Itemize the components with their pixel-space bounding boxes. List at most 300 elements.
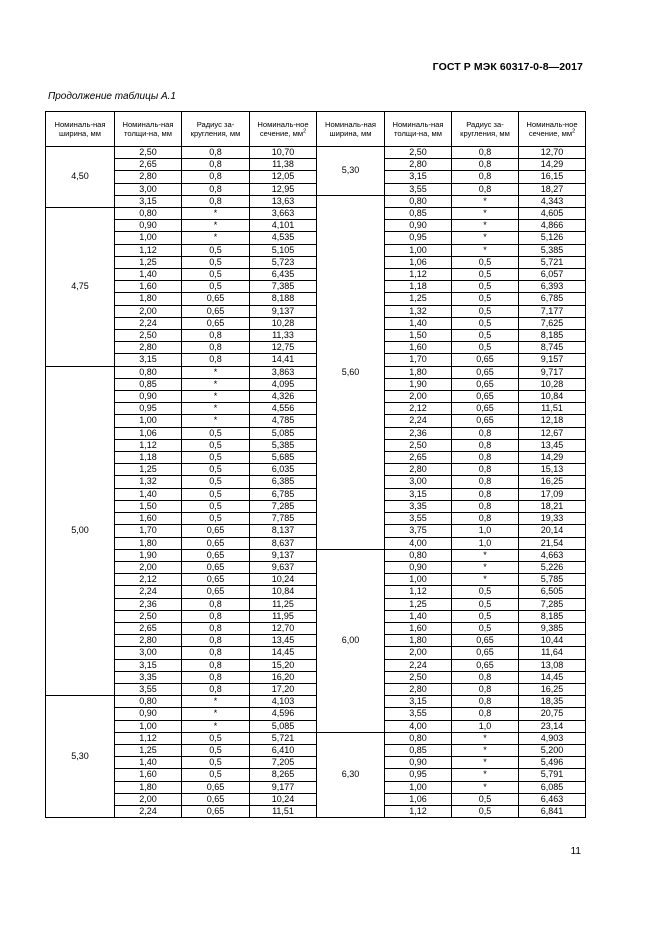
nominal-thickness-cell: 0,80	[385, 549, 452, 561]
nominal-area-cell: 8,185	[519, 330, 586, 342]
table-row	[46, 708, 586, 720]
nominal-area-cell: 11,51	[250, 805, 317, 817]
nominal-thickness-cell: 2,50	[115, 147, 182, 159]
nominal-thickness-cell: 3,00	[385, 476, 452, 488]
nominal-area-cell: 4,095	[250, 378, 317, 390]
corner-radius-cell: 0,5	[452, 342, 519, 354]
nominal-area-cell: 6,057	[519, 269, 586, 281]
nominal-thickness-cell: 1,60	[115, 769, 182, 781]
nominal-thickness-cell: 1,12	[385, 805, 452, 817]
nominal-thickness-cell: 2,65	[385, 452, 452, 464]
nominal-thickness-cell: 1,70	[385, 354, 452, 366]
nominal-thickness-cell: 0,90	[385, 561, 452, 573]
nominal-area-cell: 12,75	[250, 342, 317, 354]
table-row	[46, 183, 586, 195]
nominal-area-cell: 5,126	[519, 232, 586, 244]
nominal-thickness-cell: 0,85	[385, 208, 452, 220]
corner-radius-cell: *	[452, 195, 519, 207]
nominal-thickness-cell: 2,00	[115, 305, 182, 317]
nominal-thickness-cell: 2,12	[115, 574, 182, 586]
nominal-thickness-cell: 2,24	[115, 805, 182, 817]
nominal-thickness-cell: 1,00	[115, 720, 182, 732]
nominal-thickness-cell: 2,36	[385, 427, 452, 439]
corner-radius-cell: *	[452, 220, 519, 232]
nominal-area-cell: 12,67	[519, 427, 586, 439]
table-row	[46, 195, 586, 207]
nominal-thickness-cell: 1,80	[115, 293, 182, 305]
nominal-thickness-cell: 1,32	[385, 305, 452, 317]
nominal-area-cell: 4,785	[250, 415, 317, 427]
table-row	[46, 317, 586, 329]
nominal-area-cell: 20,14	[519, 525, 586, 537]
corner-radius-cell: 0,8	[182, 330, 250, 342]
corner-radius-cell: 0,5	[182, 513, 250, 525]
nominal-area-cell: 5,385	[519, 244, 586, 256]
table-caption: Продолжение таблицы А.1	[48, 91, 176, 102]
table-row	[46, 159, 586, 171]
nominal-area-cell: 6,085	[519, 781, 586, 793]
nominal-width-cell: 6,30	[317, 732, 385, 817]
header-nominal-area: Номиналь-ное сечение, $мм^2$	[519, 112, 586, 147]
nominal-area-cell: 16,25	[519, 476, 586, 488]
nominal-area-cell: 6,841	[519, 805, 586, 817]
header-nominal-thickness: Номиналь-ная толщи-на, мм	[115, 112, 182, 147]
nominal-thickness-cell: 3,15	[115, 659, 182, 671]
nominal-area-cell: 21,54	[519, 537, 586, 549]
nominal-thickness-cell: 1,00	[115, 415, 182, 427]
nominal-thickness-cell: 0,85	[115, 378, 182, 390]
nominal-area-cell: 4,866	[519, 220, 586, 232]
nominal-area-cell: 12,18	[519, 415, 586, 427]
table-row	[46, 256, 586, 268]
nominal-thickness-cell: 0,90	[115, 708, 182, 720]
corner-radius-cell: 0,8	[452, 464, 519, 476]
corner-radius-cell: 0,5	[452, 256, 519, 268]
corner-radius-cell: 0,8	[452, 500, 519, 512]
nominal-area-cell: 8,188	[250, 293, 317, 305]
header-corner-radius: Радиус за-кругления, мм	[452, 112, 519, 147]
nominal-width-cell: 6,00	[317, 549, 385, 732]
nominal-thickness-cell: 1,25	[385, 598, 452, 610]
corner-radius-cell: 0,65	[452, 403, 519, 415]
table-row	[46, 696, 586, 708]
nominal-thickness-cell: 1,18	[385, 281, 452, 293]
nominal-thickness-cell: 0,90	[385, 220, 452, 232]
nominal-thickness-cell: 3,35	[385, 500, 452, 512]
nominal-area-cell: 9,137	[250, 549, 317, 561]
nominal-area-cell: 13,45	[250, 635, 317, 647]
corner-radius-cell: *	[182, 378, 250, 390]
nominal-thickness-cell: 2,80	[385, 683, 452, 695]
corner-radius-cell: *	[182, 220, 250, 232]
corner-radius-cell: 0,8	[182, 683, 250, 695]
table-row	[46, 659, 586, 671]
table-row	[46, 622, 586, 634]
corner-radius-cell: *	[182, 708, 250, 720]
nominal-thickness-cell: 1,00	[385, 244, 452, 256]
nominal-thickness-cell: 1,18	[115, 452, 182, 464]
nominal-area-cell: 11,38	[250, 159, 317, 171]
corner-radius-cell: 0,8	[182, 598, 250, 610]
nominal-area-cell: 9,157	[519, 354, 586, 366]
table-row	[46, 464, 586, 476]
table-row	[46, 720, 586, 732]
table-row	[46, 781, 586, 793]
corner-radius-cell: 0,5	[182, 452, 250, 464]
table-row	[46, 366, 586, 378]
nominal-area-cell: 14,45	[250, 647, 317, 659]
corner-radius-cell: 0,8	[182, 647, 250, 659]
corner-radius-cell: 0,5	[452, 269, 519, 281]
nominal-area-cell: 6,785	[250, 488, 317, 500]
corner-radius-cell: 0,65	[452, 366, 519, 378]
corner-radius-cell: *	[452, 769, 519, 781]
nominal-area-cell: 7,785	[250, 513, 317, 525]
nominal-area-cell: 10,24	[250, 793, 317, 805]
table-header-row	[46, 112, 586, 147]
nominal-thickness-cell: 1,00	[115, 232, 182, 244]
nominal-thickness-cell: 2,65	[115, 159, 182, 171]
corner-radius-cell: 0,5	[452, 305, 519, 317]
nominal-area-cell: 5,685	[250, 452, 317, 464]
nominal-thickness-cell: 1,32	[115, 476, 182, 488]
nominal-area-cell: 6,435	[250, 269, 317, 281]
nominal-thickness-cell: 3,75	[385, 525, 452, 537]
nominal-area-cell: 3,863	[250, 366, 317, 378]
corner-radius-cell: 0,5	[452, 281, 519, 293]
nominal-thickness-cell: 1,12	[385, 586, 452, 598]
nominal-thickness-cell: 3,35	[115, 671, 182, 683]
nominal-area-cell: 5,721	[519, 256, 586, 268]
nominal-thickness-cell: 0,90	[385, 757, 452, 769]
table-row	[46, 500, 586, 512]
nominal-thickness-cell: 0,80	[115, 696, 182, 708]
nominal-area-cell: 9,137	[250, 305, 317, 317]
nominal-area-cell: 10,84	[250, 586, 317, 598]
nominal-area-cell: 15,20	[250, 659, 317, 671]
corner-radius-cell: *	[452, 744, 519, 756]
table-row	[46, 549, 586, 561]
nominal-area-cell: 4,103	[250, 696, 317, 708]
table-row	[46, 378, 586, 390]
nominal-area-cell: 6,385	[250, 476, 317, 488]
corner-radius-cell: 0,5	[452, 622, 519, 634]
corner-radius-cell: 0,8	[182, 195, 250, 207]
nominal-thickness-cell: 2,50	[385, 439, 452, 451]
nominal-thickness-cell: 3,00	[115, 647, 182, 659]
nominal-area-cell: 4,343	[519, 195, 586, 207]
nominal-thickness-cell: 1,06	[385, 256, 452, 268]
corner-radius-cell: 0,65	[182, 574, 250, 586]
nominal-thickness-cell: 0,80	[115, 366, 182, 378]
table-row	[46, 769, 586, 781]
corner-radius-cell: 0,5	[182, 488, 250, 500]
corner-radius-cell: 0,8	[182, 635, 250, 647]
nominal-area-cell: 5,105	[250, 244, 317, 256]
nominal-thickness-cell: 2,12	[385, 403, 452, 415]
nominal-thickness-cell: 1,80	[385, 635, 452, 647]
corner-radius-cell: 0,8	[182, 171, 250, 183]
table-row	[46, 391, 586, 403]
corner-radius-cell: *	[452, 549, 519, 561]
nominal-thickness-cell: 2,80	[115, 635, 182, 647]
nominal-thickness-cell: 0,85	[385, 744, 452, 756]
nominal-thickness-cell: 0,80	[115, 208, 182, 220]
corner-radius-cell: *	[182, 720, 250, 732]
nominal-thickness-cell: 2,80	[385, 464, 452, 476]
corner-radius-cell: 0,65	[182, 549, 250, 561]
table-row	[46, 635, 586, 647]
table-row	[46, 342, 586, 354]
nominal-thickness-cell: 2,36	[115, 598, 182, 610]
nominal-area-cell: 8,637	[250, 537, 317, 549]
table-row	[46, 805, 586, 817]
nominal-width-cell: 5,00	[46, 366, 115, 695]
nominal-area-cell: 7,285	[519, 598, 586, 610]
corner-radius-cell: 0,8	[452, 159, 519, 171]
corner-radius-cell: 0,5	[182, 464, 250, 476]
nominal-area-cell: 13,08	[519, 659, 586, 671]
corner-radius-cell: 0,65	[452, 354, 519, 366]
nominal-area-cell: 10,70	[250, 147, 317, 159]
nominal-area-cell: 4,605	[519, 208, 586, 220]
nominal-area-cell: 5,085	[250, 427, 317, 439]
corner-radius-cell: *	[452, 561, 519, 573]
nominal-thickness-cell: 3,15	[385, 488, 452, 500]
corner-radius-cell: 0,8	[182, 342, 250, 354]
page-number: 11	[570, 846, 581, 857]
nominal-area-cell: 19,33	[519, 513, 586, 525]
corner-radius-cell: 0,65	[182, 781, 250, 793]
nominal-area-cell: 5,385	[250, 439, 317, 451]
nominal-area-cell: 3,663	[250, 208, 317, 220]
corner-radius-cell: 0,5	[452, 598, 519, 610]
corner-radius-cell: 0,8	[452, 696, 519, 708]
nominal-thickness-cell: 1,80	[115, 537, 182, 549]
corner-radius-cell: 0,8	[452, 427, 519, 439]
nominal-area-cell: 4,326	[250, 391, 317, 403]
nominal-thickness-cell: 2,24	[115, 317, 182, 329]
nominal-area-cell: 12,70	[250, 622, 317, 634]
table-row	[46, 220, 586, 232]
nominal-thickness-cell: 1,12	[115, 244, 182, 256]
nominal-thickness-cell: 1,25	[115, 256, 182, 268]
nominal-thickness-cell: 1,25	[115, 464, 182, 476]
corner-radius-cell: *	[182, 696, 250, 708]
nominal-area-cell: 7,285	[250, 500, 317, 512]
table-row	[46, 757, 586, 769]
nominal-thickness-cell: 0,90	[115, 220, 182, 232]
corner-radius-cell: 0,5	[182, 732, 250, 744]
corner-radius-cell: 0,65	[182, 561, 250, 573]
table-row	[46, 732, 586, 744]
header-nominal-area: Номиналь-ное сечение, $мм^2$	[250, 112, 317, 147]
corner-radius-cell: 0,5	[182, 500, 250, 512]
nominal-area-cell: 10,24	[250, 574, 317, 586]
nominal-area-cell: 10,44	[519, 635, 586, 647]
nominal-thickness-cell: 2,00	[385, 391, 452, 403]
table-row	[46, 208, 586, 220]
table-row	[46, 525, 586, 537]
nominal-thickness-cell: 2,65	[115, 622, 182, 634]
corner-radius-cell: *	[182, 232, 250, 244]
corner-radius-cell: 0,5	[182, 281, 250, 293]
nominal-thickness-cell: 0,80	[385, 732, 452, 744]
corner-radius-cell: 0,5	[182, 744, 250, 756]
nominal-thickness-cell: 2,80	[115, 342, 182, 354]
nominal-area-cell: 14,29	[519, 159, 586, 171]
nominal-thickness-cell: 1,70	[115, 525, 182, 537]
corner-radius-cell: *	[452, 574, 519, 586]
corner-radius-cell: *	[452, 757, 519, 769]
nominal-area-cell: 11,51	[519, 403, 586, 415]
nominal-thickness-cell: 0,80	[385, 195, 452, 207]
header-corner-radius: Радиус за-кругления, мм	[182, 112, 250, 147]
corner-radius-cell: 0,5	[452, 610, 519, 622]
nominal-thickness-cell: 2,50	[115, 610, 182, 622]
nominal-area-cell: 5,723	[250, 256, 317, 268]
header-nominal-width: Номиналь-ная ширина, мм	[46, 112, 115, 147]
table-row	[46, 452, 586, 464]
nominal-area-cell: 9,717	[519, 366, 586, 378]
nominal-area-cell: 11,64	[519, 647, 586, 659]
nominal-thickness-cell: 1,12	[115, 732, 182, 744]
nominal-thickness-cell: 2,00	[385, 647, 452, 659]
nominal-area-cell: 5,496	[519, 757, 586, 769]
nominal-area-cell: 6,785	[519, 293, 586, 305]
table-body	[46, 147, 586, 818]
corner-radius-cell: 0,5	[182, 769, 250, 781]
nominal-thickness-cell: 2,50	[385, 147, 452, 159]
corner-radius-cell: 0,8	[452, 708, 519, 720]
nominal-area-cell: 7,177	[519, 305, 586, 317]
nominal-area-cell: 4,556	[250, 403, 317, 415]
corner-radius-cell: 0,8	[182, 659, 250, 671]
corner-radius-cell: 0,8	[452, 671, 519, 683]
nominal-area-cell: 16,20	[250, 671, 317, 683]
nominal-area-cell: 12,05	[250, 171, 317, 183]
corner-radius-cell: 0,5	[182, 439, 250, 451]
corner-radius-cell: 0,8	[182, 159, 250, 171]
corner-radius-cell: *	[452, 232, 519, 244]
nominal-width-cell: 4,50	[46, 147, 115, 208]
document-title: ГОСТ Р МЭК 60317-0-8—2017	[432, 61, 583, 73]
nominal-thickness-cell: 1,80	[385, 366, 452, 378]
header-nominal-width: Номиналь-ная ширина, мм	[317, 112, 385, 147]
corner-radius-cell: 0,65	[452, 659, 519, 671]
table-row	[46, 598, 586, 610]
nominal-thickness-cell: 0,95	[385, 232, 452, 244]
nominal-thickness-cell: 1,60	[115, 281, 182, 293]
nominal-thickness-cell: 1,90	[385, 378, 452, 390]
corner-radius-cell: *	[182, 208, 250, 220]
nominal-area-cell: 11,25	[250, 598, 317, 610]
nominal-thickness-cell: 1,80	[115, 781, 182, 793]
nominal-area-cell: 16,25	[519, 683, 586, 695]
nominal-area-cell: 5,226	[519, 561, 586, 573]
corner-radius-cell: 0,8	[182, 671, 250, 683]
table-row	[46, 476, 586, 488]
corner-radius-cell: 0,8	[182, 622, 250, 634]
corner-radius-cell: 0,8	[452, 683, 519, 695]
nominal-thickness-cell: 2,24	[385, 415, 452, 427]
table-row	[46, 354, 586, 366]
nominal-area-cell: 13,45	[519, 439, 586, 451]
table-row	[46, 427, 586, 439]
nominal-area-cell: 17,09	[519, 488, 586, 500]
nominal-area-cell: 10,84	[519, 391, 586, 403]
corner-radius-cell: 0,65	[452, 391, 519, 403]
nominal-area-cell: 5,085	[250, 720, 317, 732]
table-row	[46, 403, 586, 415]
nominal-area-cell: 17,20	[250, 683, 317, 695]
nominal-area-cell: 10,28	[250, 317, 317, 329]
nominal-thickness-cell: 2,80	[115, 171, 182, 183]
nominal-thickness-cell: 3,15	[385, 171, 452, 183]
table-row	[46, 574, 586, 586]
nominal-area-cell: 4,903	[519, 732, 586, 744]
nominal-thickness-cell: 2,80	[385, 159, 452, 171]
corner-radius-cell: 0,65	[182, 586, 250, 598]
nominal-thickness-cell: 1,60	[115, 513, 182, 525]
nominal-thickness-cell: 1,40	[115, 757, 182, 769]
nominal-area-cell: 9,637	[250, 561, 317, 573]
table-row	[46, 171, 586, 183]
nominal-area-cell: 4,101	[250, 220, 317, 232]
corner-radius-cell: 0,65	[452, 415, 519, 427]
nominal-area-cell: 16,15	[519, 171, 586, 183]
corner-radius-cell: 0,8	[452, 488, 519, 500]
corner-radius-cell: 0,8	[182, 610, 250, 622]
nominal-width-cell: 4,75	[46, 208, 115, 367]
nominal-area-cell: 18,21	[519, 500, 586, 512]
table-row	[46, 232, 586, 244]
nominal-area-cell: 8,137	[250, 525, 317, 537]
nominal-area-cell: 13,63	[250, 195, 317, 207]
nominal-area-cell: 15,13	[519, 464, 586, 476]
corner-radius-cell: 0,5	[452, 330, 519, 342]
dimensions-table	[45, 111, 586, 818]
nominal-area-cell: 7,205	[250, 757, 317, 769]
table-row	[46, 586, 586, 598]
table-row	[46, 610, 586, 622]
nominal-thickness-cell: 1,00	[385, 781, 452, 793]
nominal-thickness-cell: 1,50	[115, 500, 182, 512]
nominal-area-cell: 23,14	[519, 720, 586, 732]
corner-radius-cell: 0,5	[452, 293, 519, 305]
corner-radius-cell: *	[452, 781, 519, 793]
corner-radius-cell: 0,5	[182, 269, 250, 281]
corner-radius-cell: *	[182, 415, 250, 427]
corner-radius-cell: 0,5	[182, 476, 250, 488]
nominal-thickness-cell: 3,15	[115, 195, 182, 207]
table-row	[46, 147, 586, 159]
corner-radius-cell: 0,8	[452, 171, 519, 183]
table-row	[46, 744, 586, 756]
table-row	[46, 793, 586, 805]
corner-radius-cell: 1,0	[452, 720, 519, 732]
nominal-thickness-cell: 3,15	[385, 696, 452, 708]
nominal-thickness-cell: 0,95	[115, 403, 182, 415]
nominal-thickness-cell: 1,40	[385, 610, 452, 622]
corner-radius-cell: 0,5	[182, 427, 250, 439]
table-row	[46, 647, 586, 659]
corner-radius-cell: 0,5	[452, 586, 519, 598]
corner-radius-cell: *	[182, 391, 250, 403]
nominal-area-cell: 14,45	[519, 671, 586, 683]
corner-radius-cell: 0,65	[182, 793, 250, 805]
nominal-thickness-cell: 3,15	[115, 354, 182, 366]
